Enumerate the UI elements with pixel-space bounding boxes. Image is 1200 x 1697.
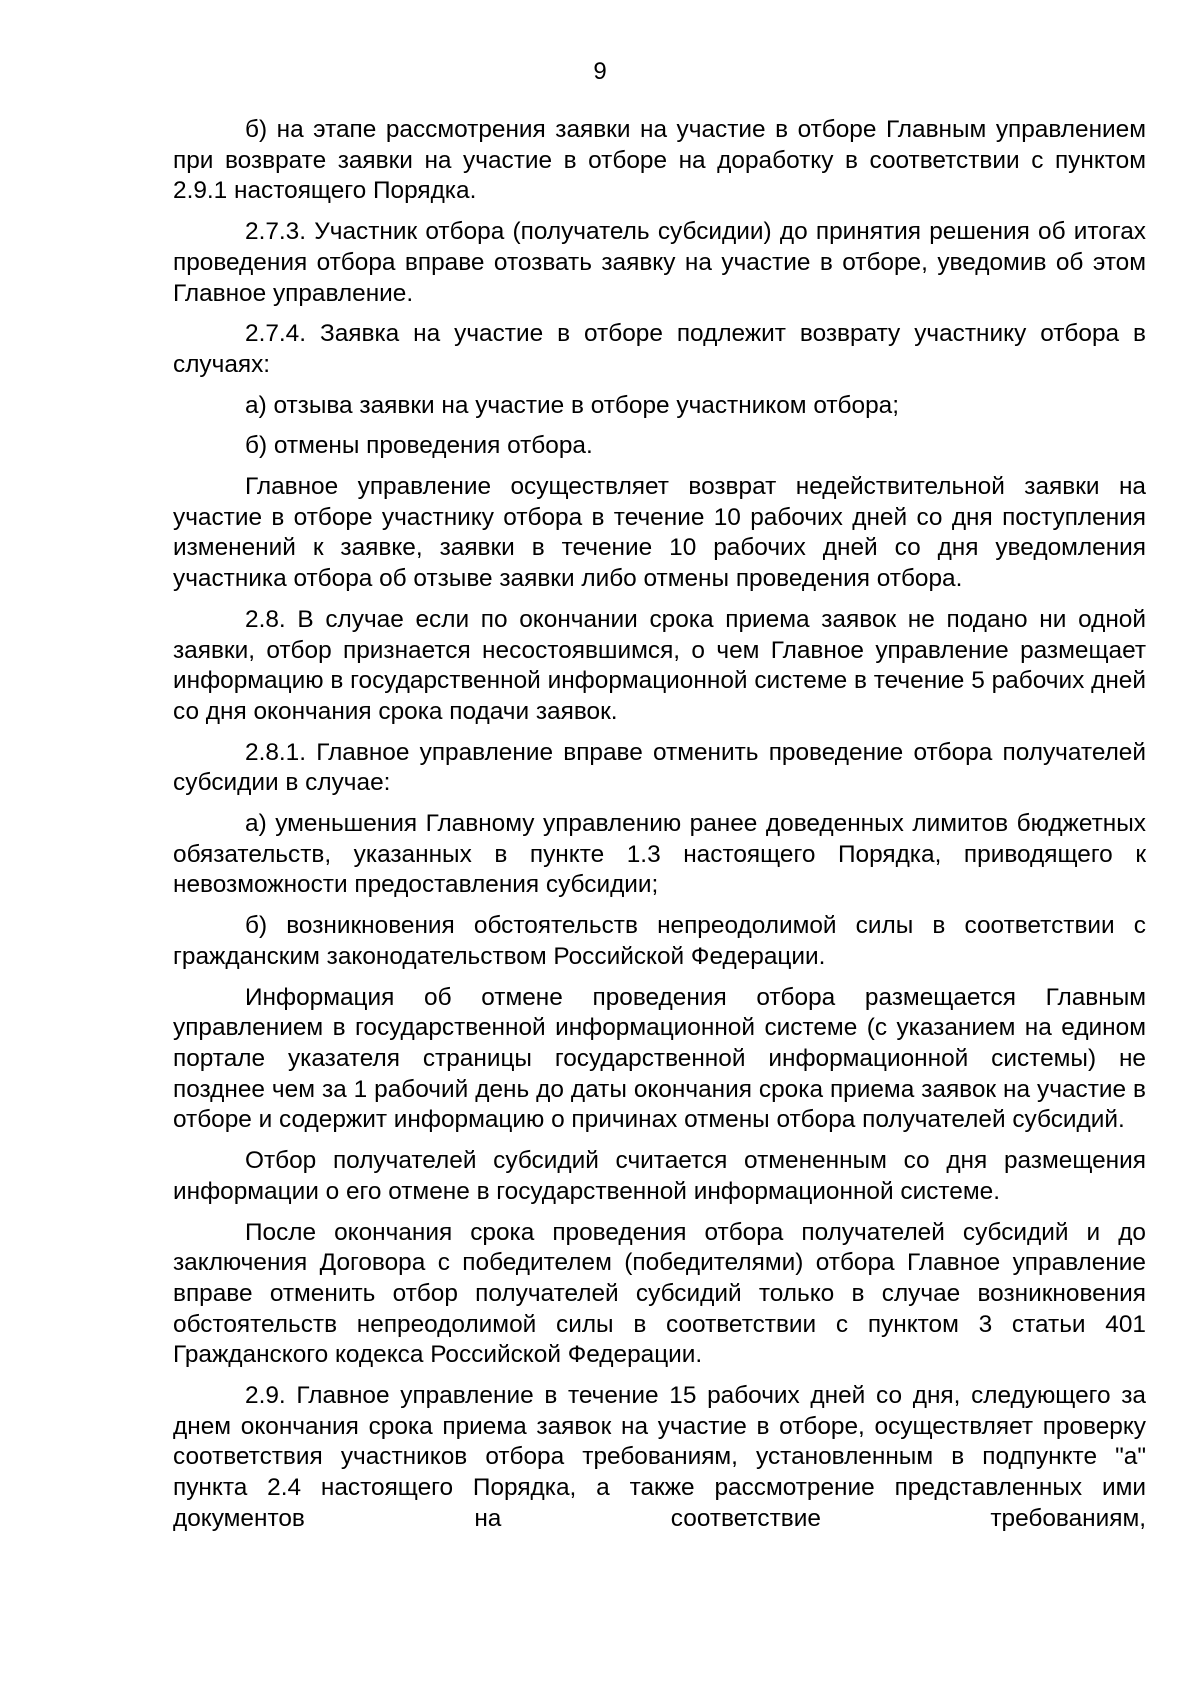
paragraph-2-7-3: 2.7.3. Участник отбора (получатель субсидии) до принятия решения об итогах проведения отбора вправе отозвать заявку на участие в отборе, уведомив об этом Главное управление. [173,218,1146,307]
paragraph-cancellation-effective: Отбор получателей субсидий считается отмененным со дня размещения информации о его отмене в государственной информационной системе. [173,1147,1146,1205]
paragraph-2-8-1: 2.8.1. Главное управление вправе отменить проведение отбора получателей субсидии в случае: [173,738,1146,797]
paragraph-item-a-limits: а) уменьшения Главному управлению ранее доведенных лимитов бюджетных обязательств, указанных в пункте 1.3 настоящего Порядка, приводящего к невозможности предоставления субсидии; [173,810,1146,899]
document-body [173,115,1146,1545]
paragraph-stage-review: б) на этапе рассмотрения заявки на участие в отборе Главным управлением при возврате заявки на участие в отборе на доработку в соответствии с пунктом 2.9.1 настоящего Порядка. [173,116,1146,205]
page-number: 9 [593,58,607,85]
paragraph-after-selection-period: После окончания срока проведения отбора получателей субсидий и до заключения Договора с победителем (победителями) отбора Главное управление вправе отменить отбор получателей субсидий только в случае возникновения обстоятельств непреодолимой силы в соответствии с пунктом 3 статьи 401 Гражданского кодекса Российской Федерации. [173,1218,1146,1369]
paragraph-item-b-force-majeure: б) возникновения обстоятельств непреодолимой силы в соответствии с гражданским законодательством Российской Федерации. [173,912,1146,970]
paragraph-item-a-withdrawal: а) отзыва заявки на участие в отборе участником отбора; [245,391,899,419]
paragraph-item-b-cancellation: б) отмены проведения отбора. [245,432,593,460]
paragraph-2-8: 2.8. В случае если по окончании срока приема заявок не подано ни одной заявки, отбор признается несостоявшимся, о чем Главное управление размещает информацию в государственной информационной системе в течение 5 рабочих дней со дня окончания срока подачи заявок. [173,605,1146,725]
paragraph-return-invalid-application: Главное управление осуществляет возврат недействительной заявки на участие в отборе участнику отбора в течение 10 рабочих дней со дня поступления изменений к заявке, заявки в течение 10 рабочих дней со дня уведомления участника отбора об отзыве заявки либо отмены проведения отбора. [173,473,1146,593]
paragraph-cancellation-information: Информация об отмене проведения отбора размещается Главным управлением в государственной информационной системе (с указанием на едином портале указателя страницы государственной информационной системы) не позднее чем за 1 рабочий день до даты окончания срока приема заявок на участие в отборе и содержит информацию о причинах отмены отбора получателей субсидий. [173,983,1146,1134]
paragraph-2-7-4: 2.7.4. Заявка на участие в отборе подлежит возврату участнику отбора в случаях: [173,320,1146,378]
paragraph-2-9: 2.9. Главное управление в течение 15 рабочих дней со дня, следующего за днем окончания срока приема заявок на участие в отборе, осуществляет проверку соответствия участников отбора требованиям, установленным в подпункте "а" пункта 2.4 настоящего Порядка, а также рассмотрение представленных ими документов на соответствие требованиям, [173,1382,1146,1532]
